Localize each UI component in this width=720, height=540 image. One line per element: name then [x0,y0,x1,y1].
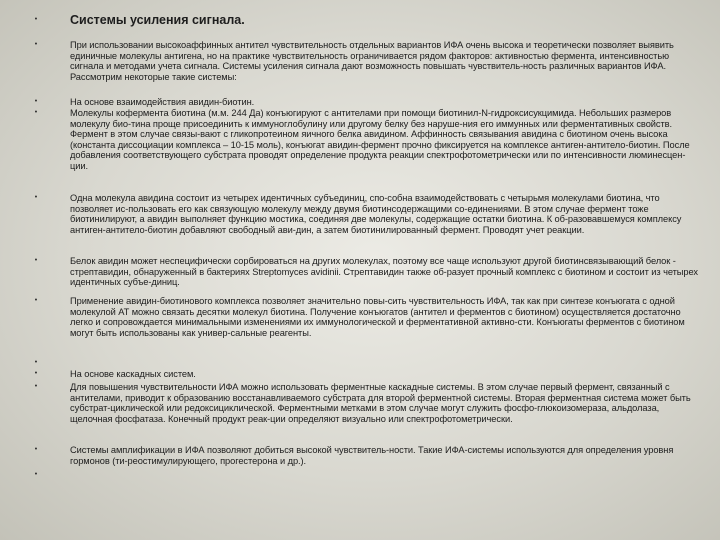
bullet: • [34,359,38,366]
paragraph-streptavidin: Белок авидин может неспецифически сорбироваться на других молекулах, поэтому все чаще используют другой биотинсвязывающий белок - стрептавидин, обнаруженный в бактериях Streptomyces avidinii. Стрептавидин также об-разует прочный комплекс с биотином и состоит из четырех идентичных субъе-диниц. [70,256,698,288]
bullet: • [34,257,38,264]
bullet: • [34,471,38,478]
bullet: • [34,98,38,105]
bullet: • [34,194,38,201]
paragraph-avidin-heading: На основе взаимодействия авидин-биотин. [70,97,255,107]
paragraph-avidin-biotin-application: Применение авидин-биотинового комплекса позволяет значительно повы-сить чувствительность ИФА, так как при синтезе конъюгата с одной молекулой АТ можно связать десятки молекул биотина. Получение конъюгатов (антител и ферментов с биотином) осуществляется достаточно легко и сопровождается минимальными изменениями их иммунологической и ферментативной активно-сти. Конъюгаты ферментов с биотином могут быть использованы как универ-сальные реагенты. [70,296,685,338]
slide-title: Системы усиления сигнала. [70,13,245,27]
bullet: • [34,383,38,390]
bullet: • [34,16,38,23]
paragraph-biotin-conjugation: Молекулы кофермента биотина (м.м. 244 Да) конъюгируют с антителами при помощи биотинил-N-гидроксисукцимида. Небольших размеров молекулу био-тина проще присоединить к иммуноглобулину или другому белку без наруше-ния его иммунных или ферментативных свойств. Фермент в этом случае связы-вают с гликопротеином яичного белка авидином. Аффинность связывания авидина с биотином очень высока (константа диссоциации комплекса – 10-15 моль), конъюгат авидин-фермент прочно фиксируется на комплексе антиген-антитело-биотин. После добавления соответствующего субстрата проводят определение продукта реакции спектрофотометрически или по интенсивности люминесцен-ции. [70,108,690,171]
bullet: • [34,109,38,116]
bullet: • [34,370,38,377]
paragraph-intro: При использовании высокоаффинных антител чувствительность отдельных вариантов ИФА очень высока и теоретически позволяет выявить единичные молекулы антигена, но на практике чувствительность ограничивается рядом факторов: активностью фермента, интенсивностью сигнала и методами учета сигнала. Системы усиления сигнала дают возможность повышать чувствитель-ность различных вариантов ИФА. Рассмотрим некоторые такие системы: [70,40,674,82]
paragraph-amplification: Системы амплификации в ИФА позволяют добиться высокой чувствитель-ности. Такие ИФА-системы используются для определения уровня гормонов (ти-реостимулирующего, прогестерона и др.). [70,445,674,466]
paragraph-cascade-systems: Для повышения чувствительности ИФА можно использовать ферментные каскадные системы. В этом случае первый фермент, связанный с антителами, приводит к образованию восстанавливаемого субстрата для второй ферментной системы. Вторая ферментная система может быть субстрат-циклической или редоксициклической. Ферментными метками в этом случае могут служить фосфо-глюкоизомераза, альдолаза, щелочная фосфатаза. Конечный продукт реак-ции определяют визуально или спектрофотометрически. [70,382,691,424]
paragraph-cascade-heading: На основе каскадных систем. [70,369,196,379]
bullet: • [34,446,38,453]
bullet: • [34,297,38,304]
paragraph-avidin-structure: Одна молекула авидина состоит из четырех идентичных субъединиц, спо-собна взаимодействовать с четырьмя молекулами биотина, что позволяет ис-пользовать его как связующую молекулу между двумя биотинсодержащими со-единениями. В этом случае фермент тоже биотинилируют, а авидин выполняет функцию мостика, соединяя две молекулы, содержащие остатки биотина. К об-разовавшемуся комплексу антиген-антитело-биотин добавляют свободный ави-дин, а затем биотинилированный фермент. Проводят учет реакции. [70,193,682,235]
bullet: • [34,41,38,48]
